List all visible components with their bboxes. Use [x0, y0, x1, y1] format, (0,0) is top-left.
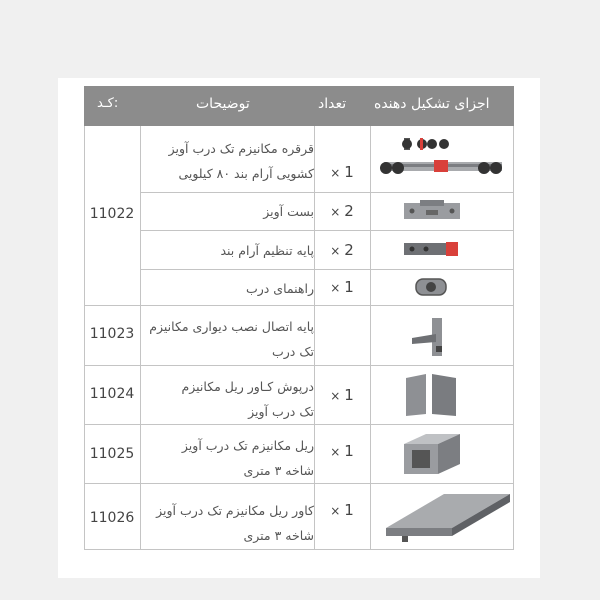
quantity-number: 1	[344, 163, 354, 181]
times-sign: ×	[330, 389, 341, 403]
product-code: 11026	[89, 510, 135, 526]
description-line: پایه تنظیم آرام بند	[220, 243, 314, 258]
grid-row	[84, 424, 514, 425]
roller-assembly-icon	[374, 134, 510, 188]
rail-cover-profile-icon	[382, 490, 512, 544]
row-quantity	[314, 241, 370, 259]
row-quantity	[314, 202, 370, 220]
description-line: کشویی آرام بند ۸۰ کیلویی	[178, 166, 314, 181]
row-description	[144, 238, 314, 263]
door-guide-icon	[414, 276, 448, 298]
grid-row	[140, 269, 514, 270]
row-quantity	[314, 163, 370, 181]
grid-row	[140, 230, 514, 231]
grid-col-desc	[314, 126, 315, 550]
times-sign: ×	[330, 445, 341, 459]
wall-bracket-icon	[410, 316, 450, 358]
row-description	[144, 433, 314, 483]
description-line: درپوش کـاور ریل مکانیزم	[181, 379, 314, 394]
times-sign: ×	[330, 166, 341, 180]
quantity-number: 1	[344, 442, 354, 460]
header-description: توضیحات	[196, 96, 250, 112]
grid-bottom	[84, 549, 514, 550]
rail-cover-caps-icon	[402, 372, 462, 418]
row-quantity	[314, 278, 370, 296]
description-line: شاخه ۳ متری	[243, 463, 314, 478]
row-quantity	[314, 386, 370, 404]
rail-profile-icon	[400, 430, 464, 476]
row-description	[144, 136, 314, 186]
quantity-number: 1	[344, 386, 354, 404]
description-line: پایه اتصال نصب دیواری مکانیزم	[149, 319, 314, 334]
description-line: کاور ریل مکانیزم تک درب آویز	[156, 503, 314, 518]
header-code: کـد:	[97, 96, 119, 111]
description-line: قرقره مکانیزم تک درب آویز	[168, 141, 314, 156]
description-line: تک درب	[271, 344, 314, 359]
times-sign: ×	[330, 244, 341, 258]
quantity-number: 1	[344, 501, 354, 519]
grid-col-qty	[370, 126, 371, 550]
description-line: ریل مکانیزم تک درب آویز	[181, 438, 314, 453]
product-code: 11024	[89, 386, 135, 402]
hanger-clamp-icon	[402, 200, 462, 222]
row-description	[144, 498, 314, 548]
grid-row	[140, 192, 514, 193]
quantity-number: 2	[344, 202, 354, 220]
header-parts: اجزای تشکیل دهنده	[374, 96, 490, 112]
row-quantity	[314, 442, 370, 460]
header-quantity: تعداد	[318, 96, 347, 112]
row-quantity	[314, 501, 370, 519]
grid-row	[84, 305, 514, 306]
row-description	[144, 374, 314, 424]
product-code: 11023	[89, 326, 135, 342]
product-code: 11022	[89, 206, 135, 222]
times-sign: ×	[330, 281, 341, 295]
times-sign: ×	[330, 205, 341, 219]
quantity-number: 1	[344, 278, 354, 296]
description-line: شاخه ۳ متری	[243, 528, 314, 543]
table-header	[84, 86, 514, 126]
grid-row	[84, 365, 514, 366]
times-sign: ×	[330, 504, 341, 518]
grid-right	[513, 126, 514, 550]
row-description	[144, 199, 314, 224]
grid-row	[84, 483, 514, 484]
row-description	[144, 276, 314, 301]
product-code: 11025	[89, 446, 135, 462]
quantity-number: 2	[344, 241, 354, 259]
description-line: بست آویز	[263, 204, 314, 219]
description-line: راهنمای درب	[245, 281, 314, 296]
description-line: تک درب آویز	[248, 404, 314, 419]
parts-table	[84, 86, 514, 550]
grid-col-code	[140, 126, 141, 550]
soft-close-base-icon	[402, 241, 460, 257]
row-description	[144, 314, 314, 364]
